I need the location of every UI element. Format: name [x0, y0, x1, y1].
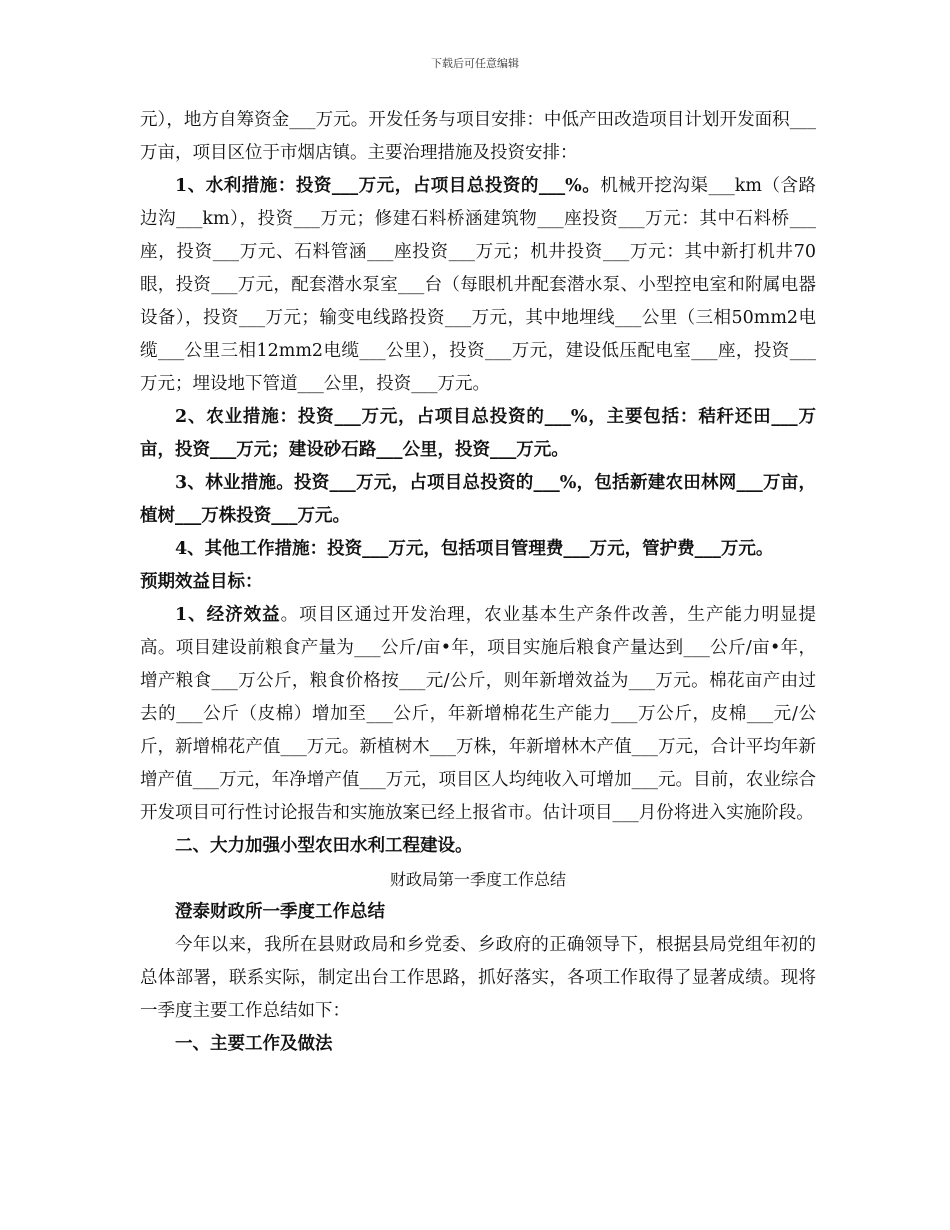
paragraph-funding: 元），地方自筹资金___万元。开发任务与项目安排：中低产田改造项目计划开发面积___万亩，项目区位于市烟店镇。主要治理措施及投资安排： — [140, 110, 816, 163]
paragraph-agriculture-measures: 2、农业措施：投资___万元，占项目总投资的___%，主要包括：秸秆还田___万亩，投资___万元；建设砂石路___公里，投资___万元。 — [140, 407, 816, 460]
economic-benefits-text: 。项目区通过开发治理，农业基本生产条件改善，生产能力明显提高。项目建设前粮食产量为___公斤/亩•年，项目实施后粮食产量达到___公斤/亩•年，增产粮食___万公斤，粮食价格按___元/公斤，则年新增效益为___万元。棉花亩产由过去的___公斤（皮棉）增加至___公斤，年新增棉花生产能力___万公斤，皮棉___元/公斤，新增棉花产值___万元。新植树木___万株，年新增林木产值___万元，合计平均年新增产值___万元，年净增产值___万元，项目区人均纯收入可增加___元。目前，农业综合开发项目可行性讨论报告和实施放案已经上报省市。估计项目___月份将进入实施阶段。 — [140, 605, 816, 823]
paragraph-water-measures — [140, 170, 816, 401]
paragraph-forestry-measures: 3、林业措施。投资___万元，占项目总投资的___%，包括新建农田林网___万亩，植树___万株投资___万元。 — [140, 473, 816, 526]
economic-benefits-heading: 1、经济效益 — [175, 605, 281, 625]
heading-irrigation-construction: 二、大力加强小型农田水利工程建设。 — [175, 836, 473, 856]
document-title: 财政局第一季度工作总结 — [389, 870, 566, 889]
page-header: 下载后可任意编辑 — [431, 57, 519, 70]
paragraph-introduction: 今年以来，我所在县财政局和乡党委、乡政府的正确领导下，根据县局党组年初的总体部署，联系实际，制定出台工作思路，抓好落实，各项工作取得了显著成绩。现将一季度主要工作总结如下： — [140, 935, 816, 1021]
heading-expected-benefits: 预期效益目标： — [140, 572, 263, 592]
document-body — [140, 104, 816, 1061]
water-measures-text: 机械开挖沟渠___km（含路边沟___km），投资___万元；修建石料桥涵建筑物___座投资___万元：其中石料桥___座，投资___万元、石料管涵___座投资___万元；机井投资___万元：其中新打机井70眼，投资___万元，配套潜水泵室___台（每眼机井配套潜水泵、小型控电室和附属电器设备），投资___万元；输变电线路投资___万元，其中地埋线___公里（三相50mm2电缆___公里三相12mm2电缆___公里），投资___万元，建设低压配电室___座，投资___万元；埋设地下管道___公里，投资___万元。 — [140, 176, 816, 394]
subtitle-quarter-summary: 澄泰财政所一季度工作总结 — [175, 902, 385, 922]
water-measures-heading: 1、水利措施：投资___万元，占项目总投资的___%。 — [175, 176, 601, 196]
paragraph-other-measures: 4、其他工作措施：投资___万元，包括项目管理费___万元，管护费___万元。 — [175, 539, 774, 559]
heading-main-work: 一、主要工作及做法 — [175, 1034, 333, 1054]
paragraph-economic-benefits — [140, 599, 816, 830]
